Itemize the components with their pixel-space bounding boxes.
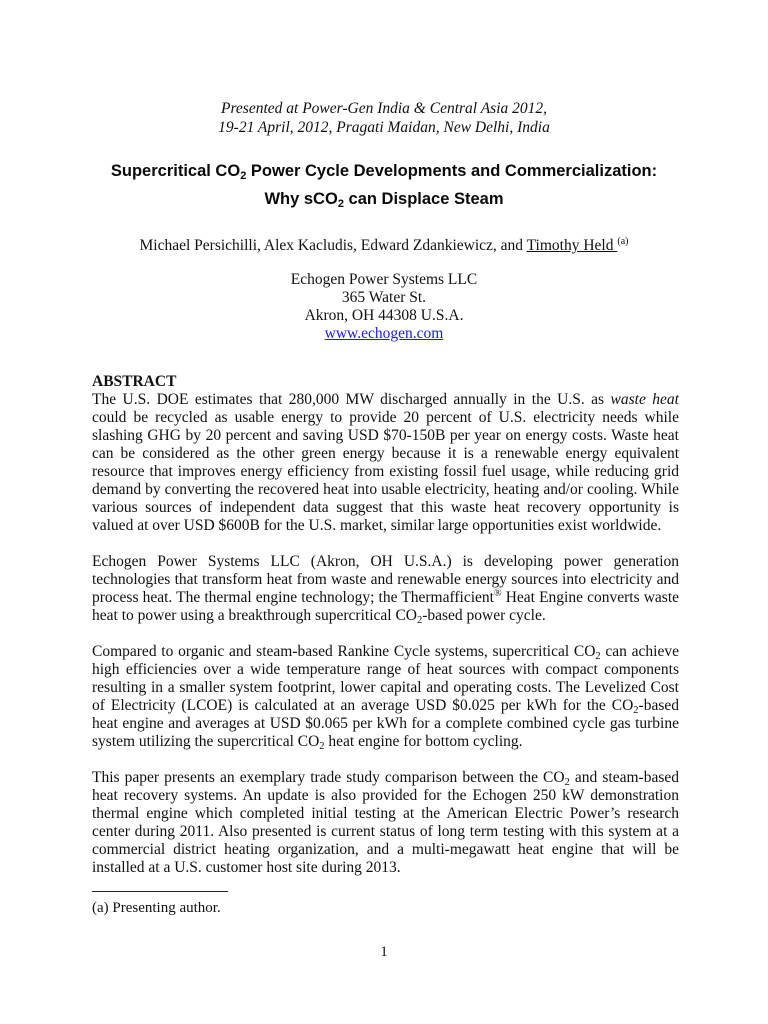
paragraph-text: -based heat engine and averages at USD $0.065 per kWh for a complete combined cycle gas turbine system utilizing the supercritical CO bbox=[92, 697, 679, 750]
subscript: 2 bbox=[595, 651, 601, 662]
paragraph-text: Compared to organic and steam-based Rankine Cycle systems, supercritical CO bbox=[92, 643, 596, 660]
abstract-paragraph-3 bbox=[92, 643, 679, 751]
subscript: 2 bbox=[319, 741, 325, 752]
website-link[interactable]: www.echogen.com bbox=[324, 325, 444, 342]
title-text: can Displace Steam bbox=[343, 190, 504, 208]
paragraph-text: -based power cycle. bbox=[422, 607, 546, 624]
paper-title-line-2 bbox=[0, 189, 768, 209]
title-text: Power Cycle Developments and Commercialization: bbox=[246, 162, 658, 180]
venue-line-2: 19-21 April, 2012, Pragati Maidan, New Delhi, India bbox=[218, 119, 550, 136]
author-names: Michael Persichilli, Alex Kacludis, Edward Zdankiewicz, and bbox=[139, 237, 527, 254]
paragraph-text: and steam-based heat recovery systems. An update is also provided for the Echogen 250 kW demonstration thermal engine which completed initial testing at the American Electric Power’s research center during 2011. Also presented is current status of long term testing with this system at a commercial district heating organization, and a multi-megawatt heat engine that will be installed at a U.S. customer host site during 2013. bbox=[92, 769, 679, 876]
emphasis-text: waste heat bbox=[610, 391, 679, 408]
paper-title-line-1 bbox=[0, 161, 768, 181]
abstract-paragraph-4 bbox=[92, 769, 679, 877]
footnote: (a) Presenting author. bbox=[92, 900, 221, 916]
venue-line-1: Presented at Power-Gen India & Central Asia 2012, bbox=[220, 100, 547, 117]
footnote-divider bbox=[92, 891, 228, 892]
title-subscript: 2 bbox=[337, 198, 344, 210]
abstract-heading: ABSTRACT bbox=[92, 373, 177, 390]
subscript: 2 bbox=[633, 705, 639, 716]
paragraph-text: can achieve high efficiencies over a wide temperature range of heat sources with compact components resulting in a smaller system footprint, lower capital and operating costs. The Levelized Cost of Electricity (LCOE) is calculated at an average USD $0.025 per kWh for the CO bbox=[92, 643, 679, 714]
title-text: Supercritical CO bbox=[110, 162, 241, 180]
paragraph-text: Heat Engine converts waste heat to power using a breakthrough supercritical CO bbox=[92, 589, 680, 624]
affiliation-city: Akron, OH 44308 U.S.A. bbox=[304, 307, 464, 324]
presenting-author-mark: (a) bbox=[617, 236, 629, 247]
affiliation-street: 365 Water St. bbox=[341, 289, 427, 306]
paragraph-text: could be recycled as usable energy to provide 20 percent of U.S. electricity needs while slashing GHG by 20 percent and saving USD $70-150B per year on energy costs. Waste heat can be considered as the other green energy because it is a renewable energy equivalent resource that improves energy efficiency from existing fossil fuel usage, while reducing grid demand by converting the recovered heat into usable electricity, heating and/or cooling. While various sources of independent data suggest that this waste heat recovery opportunity is valued at over USD $600B for the U.S. market, similar large opportunities exist worldwide. bbox=[92, 409, 679, 534]
abstract-paragraph-2 bbox=[92, 553, 679, 625]
abstract-paragraph-1 bbox=[92, 391, 679, 535]
paragraph-text: This paper presents an exemplary trade study comparison between the CO bbox=[92, 769, 565, 786]
author-list bbox=[0, 236, 768, 255]
paragraph-text: Echogen Power Systems LLC (Akron, OH U.S.A.) is developing power generation technologies that transform heat from waste and renewable energy sources into electricity and process heat. The thermal engine technology; the Thermafficient bbox=[92, 553, 679, 606]
paragraph-text: The U.S. DOE estimates that 280,000 MW discharged annually in the U.S. as bbox=[92, 391, 611, 408]
title-text: Why sCO bbox=[264, 190, 338, 208]
subscript: 2 bbox=[564, 777, 570, 788]
affiliation-company: Echogen Power Systems LLC bbox=[290, 271, 478, 288]
title-subscript: 2 bbox=[240, 170, 247, 182]
paragraph-text: heat engine for bottom cycling. bbox=[324, 733, 523, 750]
presenting-author: Timothy Held bbox=[526, 237, 618, 254]
page-number: 1 bbox=[380, 944, 388, 960]
subscript: 2 bbox=[416, 615, 423, 626]
registered-mark: ® bbox=[493, 588, 502, 599]
